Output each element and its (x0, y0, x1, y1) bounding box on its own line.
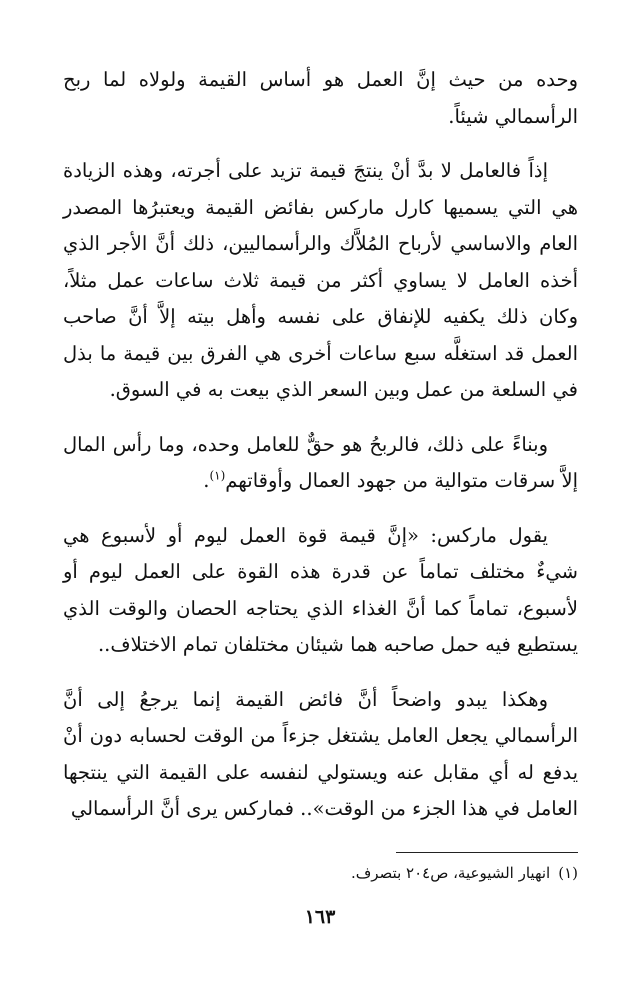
footnote-reference: (١) (209, 468, 226, 483)
body-text (63, 62, 578, 846)
footnote (63, 860, 578, 886)
footnote-mark: (١) (558, 864, 578, 882)
paragraph-5: وهكذا يبدو واضحاً أنَّ فائض القيمة إنما يرجعُ إلى أنَّ الرأسمالي يجعل العامل يشتغل جزءاً من الوقت لحسابه دون أنْ يدفع له أي مقابل عنه ويستولي لنفسه على القيمة التي ينتجها العامل في هذا الجزء من الوقت».. فماركس يرى أنَّ الرأسمالي (63, 687, 578, 820)
footnote-divider (396, 852, 578, 853)
footnote-text: انهيار الشيوعية، ص٢٠٤ بتصرف. (350, 864, 551, 882)
paragraph-2: إذاً فالعامل لا بدَّ أنْ ينتجَ قيمة تزيد على أجرته، وهذه الزيادة هي التي يسميها كارل ماركس بفائض القيمة ويعتبرُها المصدر العام والاساسي لأرباح المُلاَّك والرأسماليين، ذلك أنَّ الأجر الذي أخذه العامل لا يساوي أكثر من قيمة ثلاث ساعات عمل مثلاً، وكان ذلك يكفيه للإنفاق على نفسه وأهل بيته إلاَّ أنَّ صاحب العمل قد استغلَّه سبع ساعات أخرى هي الفرق بين قيمة ما بذل في السلعة من عمل وبين السعر الذي بيعت به في السوق. (63, 159, 578, 401)
paragraph-3 (63, 427, 578, 500)
paragraph-3-text: وبناءً على ذلك، فالربحُ هو حقٌّ للعامل وحده، وما رأس المال إلاَّ سرقات متوالية من جهود العمال وأوقاتهم (63, 432, 578, 492)
paragraph-1: وحده من حيث إنَّ العمل هو أساس القيمة ولولاه لما ربح الرأسمالي شيئاً. (63, 68, 578, 128)
paragraph-4: يقول ماركس: «إنَّ قيمة قوة العمل ليوم أو لأسبوع هي شيءٌ مختلف تماماً عن قدرة هذه القوة على العمل ليوم أو لأسبوع، تماماً كما أنَّ الغذاء الذي يحتاجه الحصان والوقت الذي يستطيع فيه حمل صاحبه هما شيئان مختلفان تمام الاختلاف.. (63, 523, 578, 656)
page-number: ١٦٣ (304, 906, 336, 928)
paragraph-3-end: . (203, 469, 210, 492)
